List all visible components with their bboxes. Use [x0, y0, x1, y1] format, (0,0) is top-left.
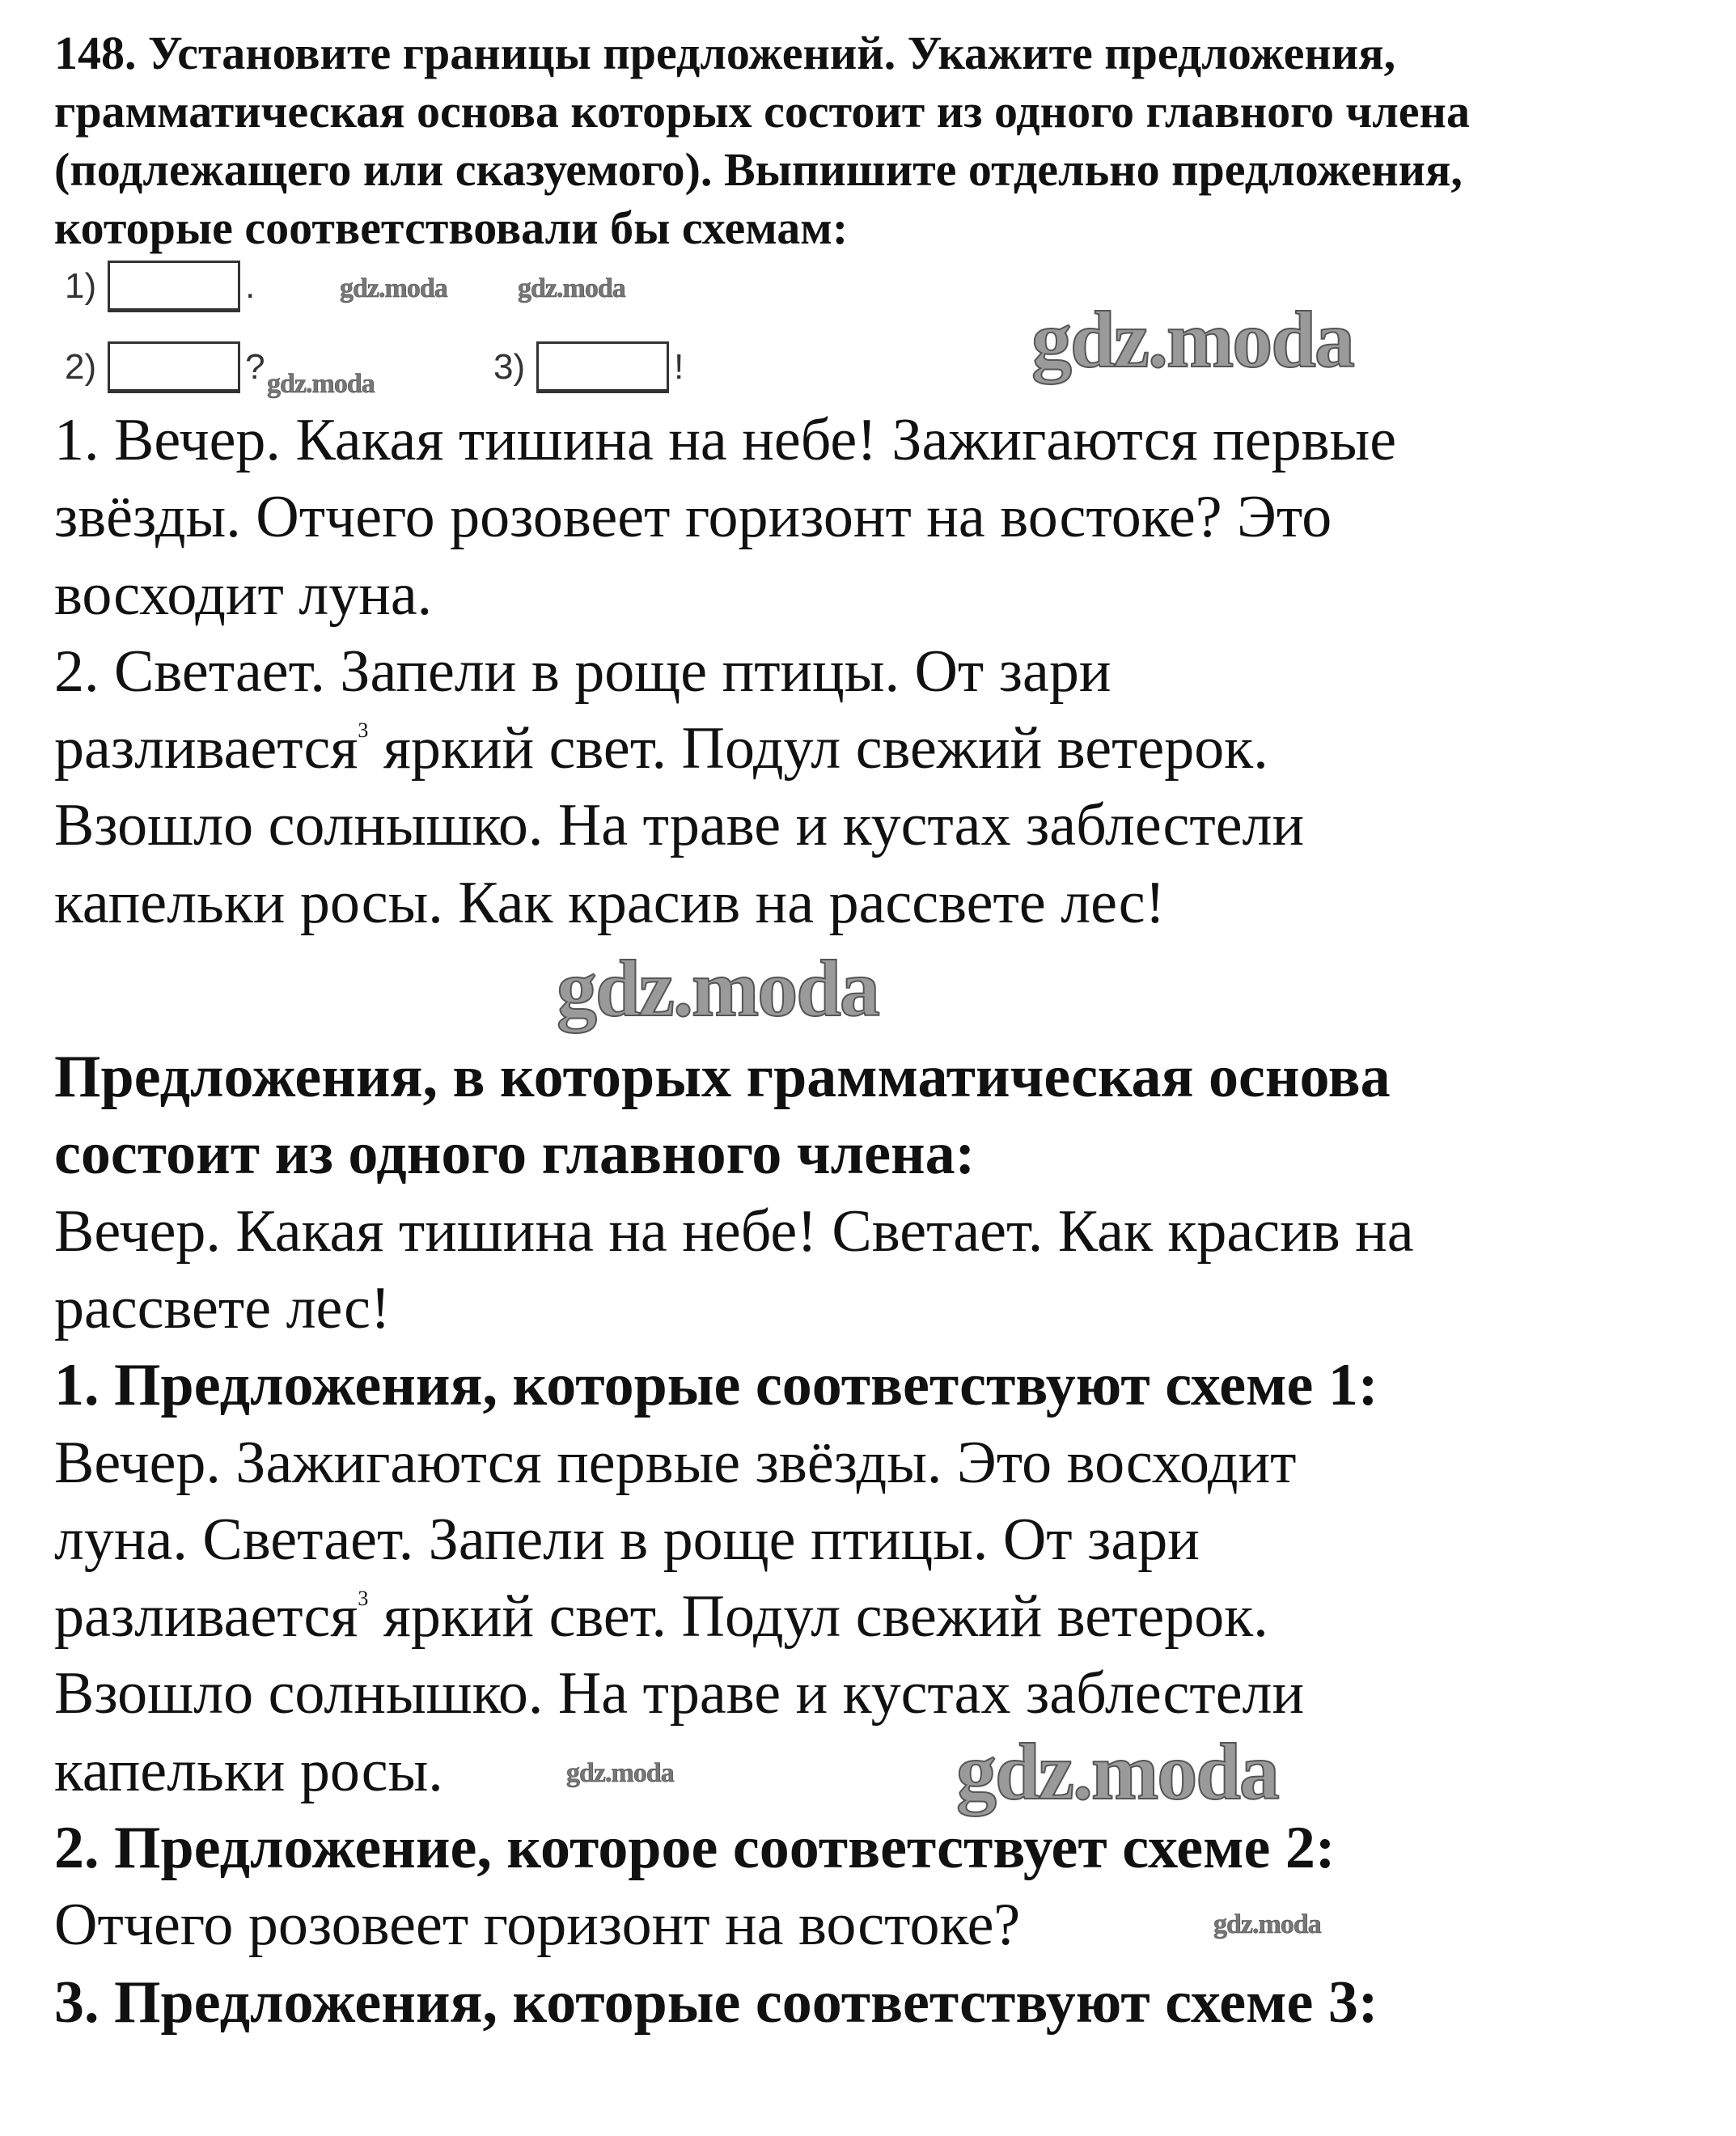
scheme-3 — [493, 341, 684, 393]
task-line: (подлежащего или сказуемого). Выпишите отдельно предложения, — [54, 143, 1463, 196]
answer-line: Вечер. Какая тишина на небе! Светает. Как красив на — [54, 1197, 1414, 1265]
scheme-box — [108, 261, 240, 312]
text-line — [54, 710, 1268, 787]
answer-line: Взошло солнышко. На траве и кустах заблестели — [54, 1660, 1305, 1727]
watermark: gdz.moda — [1031, 295, 1353, 384]
task-statement — [54, 24, 1470, 257]
scheme-box — [108, 341, 240, 393]
task-line: грамматическая основа которых состоит из одного главного члена — [54, 85, 1470, 138]
answer-line: Отчего розовеет горизонт на востоке? — [54, 1892, 1021, 1959]
scheme-punct: ! — [674, 347, 684, 387]
scheme-punct: ? — [245, 347, 265, 387]
text-word: разливается — [54, 1583, 358, 1651]
watermark: gdz.moda — [956, 1727, 1278, 1816]
watermark: gdz.moda — [267, 369, 375, 399]
task-line: 148. Установите границы предложений. Укажите предложения, — [54, 27, 1396, 79]
text-word: разливается — [54, 715, 358, 782]
watermark: gdz.moda — [566, 1758, 674, 1788]
scheme-box — [536, 341, 669, 393]
answer-line: луна. Светает. Запели в роще птицы. От зари — [54, 1506, 1200, 1573]
text-rest: яркий свет. Подул свежий ветерок. — [368, 715, 1268, 782]
scheme-label: 1) — [65, 266, 97, 306]
answer-line: рассвете лес! — [54, 1274, 391, 1341]
answer-heading: состоит из одного главного члена: — [54, 1121, 976, 1188]
scheme-punct: . — [245, 266, 256, 306]
text-line: Взошло солнышко. На траве и кустах заблестели — [54, 792, 1305, 859]
text-line: 2. Светает. Запели в роще птицы. От зари — [54, 638, 1111, 705]
scheme-1 — [65, 261, 255, 312]
watermark: gdz.moda — [557, 943, 879, 1033]
watermark: gdz.moda — [518, 273, 625, 303]
scheme1-title: 1. Предложения, которые соответствуют схеме 1: — [54, 1352, 1378, 1419]
answer-line: Вечер. Зажигаются первые звёзды. Это восходит — [54, 1429, 1297, 1496]
watermark: gdz.moda — [1213, 1909, 1321, 1939]
watermark: gdz.moda — [340, 273, 447, 303]
answer-line — [54, 1579, 1268, 1655]
answer-heading: Предложения, в которых грамматическая основа — [54, 1044, 1391, 1111]
text-rest: яркий свет. Подул свежий ветерок. — [368, 1583, 1268, 1651]
text-line: восходит луна. — [54, 561, 433, 628]
footnote-mark: 3 — [358, 1587, 369, 1611]
text-line: капельки росы. Как красив на рассвете лес! — [54, 869, 1166, 936]
text-line: звёзды. Отчего розовеет горизонт на востоке? Это — [54, 484, 1332, 551]
footnote-mark: 3 — [358, 718, 369, 743]
scheme-label: 2) — [65, 347, 97, 387]
scheme2-title: 2. Предложение, которое соответствует схеме 2: — [54, 1815, 1336, 1882]
task-line: которые соответствовали бы схемам: — [54, 201, 849, 254]
scheme-label: 3) — [493, 347, 526, 387]
scheme-2 — [65, 341, 265, 393]
answer-line: капельки росы. — [54, 1737, 443, 1804]
text-line: 1. Вечер. Какая тишина на небе! Зажигаются первые — [54, 407, 1397, 473]
scheme3-title: 3. Предложения, которые соответствуют схеме 3: — [54, 1969, 1378, 2036]
